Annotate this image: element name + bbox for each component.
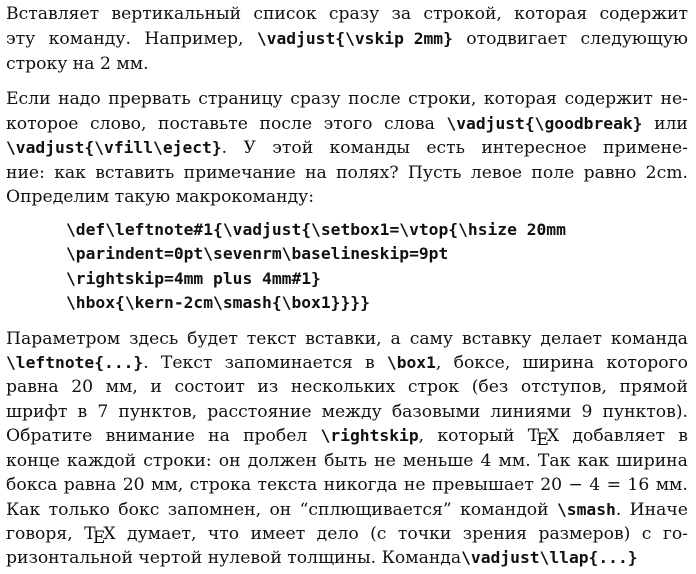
word: мм,	[105, 377, 138, 397]
word: бокса	[6, 475, 58, 495]
word: точки	[397, 524, 452, 544]
word: поставьте	[158, 114, 248, 134]
word: текста	[257, 475, 318, 495]
word: саму	[409, 329, 454, 349]
word: между	[321, 402, 382, 422]
word: строки,	[408, 89, 477, 109]
word: не	[403, 475, 426, 495]
word: базовыми	[391, 402, 481, 422]
word: 7	[97, 402, 109, 422]
word: прямой	[619, 377, 688, 397]
word: конце	[6, 451, 60, 471]
code-with-punct	[6, 352, 149, 374]
code-with-punct	[387, 352, 441, 374]
word: слова	[384, 114, 435, 134]
word: Обратите	[6, 426, 93, 446]
word: равна	[63, 475, 117, 495]
word: которого	[606, 353, 688, 373]
word: расстояние	[207, 402, 312, 422]
word: нескольких	[290, 377, 396, 397]
word: запоминается	[224, 353, 353, 373]
word: левое	[470, 163, 523, 183]
code-line: \hbox{\kern-2cm\smash{\box1}}}}	[66, 293, 370, 312]
word: 4	[589, 475, 601, 495]
word: он	[269, 500, 292, 520]
word: .	[143, 353, 149, 373]
word: ,	[418, 426, 425, 446]
word: должен	[247, 451, 317, 471]
word: только	[48, 500, 110, 520]
word: имеет	[250, 524, 306, 544]
word: на	[208, 426, 230, 446]
word: строки:	[143, 451, 212, 471]
word: следующую	[580, 29, 688, 49]
word: мм.	[655, 475, 688, 495]
word: содержит	[599, 4, 688, 24]
word: есть	[426, 138, 465, 158]
text-line	[6, 474, 688, 496]
text-line	[6, 53, 688, 75]
text-line	[6, 499, 688, 521]
word: 16	[627, 475, 650, 495]
word: слово,	[90, 114, 147, 134]
text-line	[6, 401, 688, 423]
word: 20	[122, 475, 145, 495]
word: содержит	[564, 89, 653, 109]
word: полях?	[336, 163, 399, 183]
word: с	[641, 524, 652, 544]
word: команда	[610, 329, 688, 349]
word: быть	[324, 451, 368, 471]
word: дело	[316, 524, 359, 544]
word: не	[374, 451, 396, 471]
word: Например,	[144, 29, 244, 49]
word: запомнен,	[167, 500, 262, 520]
word: Так	[537, 451, 571, 471]
word: =	[606, 475, 622, 495]
text-line	[6, 328, 688, 350]
word: которое	[6, 114, 79, 134]
word: (без	[471, 377, 509, 397]
word: этого	[323, 114, 373, 134]
word: Параметром	[6, 329, 121, 349]
word: состоит	[174, 377, 245, 397]
word: за	[391, 4, 412, 24]
word: отодвигает	[466, 29, 568, 49]
word: в	[678, 426, 688, 446]
text-line	[6, 523, 688, 548]
word: 9	[581, 402, 593, 422]
code-line: \def\leftnote#1{\vadjust{\setbox1=\vtop{\hsize 20mm	[66, 220, 566, 239]
word: ,	[435, 353, 442, 373]
word: или	[654, 114, 688, 134]
word: страницу	[198, 89, 283, 109]
word: шрифт	[6, 402, 68, 422]
word: командой	[460, 500, 549, 520]
word: вертикальный	[111, 4, 242, 24]
word: Пусть	[407, 163, 462, 183]
word: после	[259, 114, 313, 134]
text-run: Определим такую макрокоманду:	[6, 187, 315, 207]
word: меньше	[402, 451, 474, 471]
word: .	[615, 500, 622, 520]
word: −	[568, 475, 583, 495]
word: (с	[370, 524, 387, 544]
word: превышает	[431, 475, 534, 495]
word: вставки,	[305, 329, 382, 349]
word: ние:	[6, 163, 45, 183]
text-line	[6, 352, 688, 374]
word: Текст	[160, 353, 213, 373]
word: пунктов,	[118, 402, 198, 422]
word: после	[348, 89, 401, 109]
word: Как	[6, 500, 41, 520]
word: никогда	[323, 475, 398, 495]
inline-code: \rightskip	[320, 426, 419, 445]
inline-code: \vadjust{\vskip 2mm}	[256, 29, 453, 48]
text-line	[6, 450, 688, 472]
text-line	[6, 88, 688, 110]
word: здесь	[129, 329, 179, 349]
word: команды	[329, 138, 410, 158]
code-with-punct	[321, 425, 425, 447]
word: сразу	[290, 89, 341, 109]
word: не-	[660, 89, 688, 109]
word: что	[207, 524, 240, 544]
code-with-punct	[557, 499, 621, 521]
text-line	[6, 162, 688, 184]
word: У	[243, 138, 256, 158]
text-line	[6, 376, 688, 398]
inline-code: \vadjust\llap{...}	[461, 548, 638, 567]
word: примене-	[603, 138, 688, 158]
word: отступов,	[520, 377, 607, 397]
code-line: \parindent=0pt\sevenrm\baselineskip=9pt	[66, 244, 449, 263]
text-run: ризонтальной чертой нулевой толщины. Команда	[6, 548, 462, 568]
word: на	[305, 163, 327, 183]
word: размеров)	[538, 524, 631, 544]
word: интересное	[481, 138, 587, 158]
word: 20	[540, 475, 563, 495]
word: список	[253, 4, 317, 24]
word: а	[390, 329, 401, 349]
word: 20	[71, 377, 94, 397]
word: будет	[187, 329, 238, 349]
tex-logo: TEX	[527, 426, 560, 450]
word: в	[77, 402, 88, 422]
inline-code: \leftnote{...}	[6, 353, 144, 372]
text-line	[6, 547, 688, 569]
text-line	[6, 113, 688, 135]
word: ширина	[522, 353, 595, 373]
word: прервать	[108, 89, 191, 109]
word: бокс	[118, 500, 160, 520]
inline-code: \box1	[386, 353, 436, 372]
text-line	[6, 186, 688, 208]
word: вставить	[95, 163, 175, 183]
inline-code: \vadjust{\goodbreak}	[446, 114, 643, 133]
word: .	[221, 138, 228, 158]
word: которая	[514, 4, 588, 24]
word: думает,	[126, 524, 197, 544]
word: примечание	[183, 163, 296, 183]
word: строка	[189, 475, 252, 495]
inline-code: \smash	[557, 500, 616, 519]
word: он	[218, 451, 241, 471]
word: команду.	[48, 29, 131, 49]
text-line	[6, 137, 688, 159]
word: говоря,	[6, 524, 73, 544]
text-line	[6, 28, 688, 50]
code-line: \rightskip=4mm plus 4mm#1}	[66, 269, 321, 288]
word: в	[364, 353, 375, 373]
word: надо	[58, 89, 101, 109]
word: линиями	[490, 402, 572, 422]
word: 4	[480, 451, 492, 471]
text-line	[6, 425, 688, 450]
word: сразу	[328, 4, 380, 24]
word: поле	[531, 163, 575, 183]
word: добавляет	[572, 426, 666, 446]
word: пунктов).	[602, 402, 688, 422]
word: зрения	[462, 524, 528, 544]
word: пробел	[243, 426, 308, 446]
word: Иначе	[629, 500, 688, 520]
word: который	[437, 426, 515, 446]
inline-code: \vadjust{\vfill\eject}	[6, 138, 222, 157]
word: из	[257, 377, 279, 397]
word: эту	[6, 29, 36, 49]
code-with-punct	[6, 137, 227, 159]
word: вставку	[461, 329, 532, 349]
word: 2cm.	[645, 163, 688, 183]
word: ширина	[616, 451, 688, 471]
word: строк	[407, 377, 460, 397]
word: боксе,	[453, 353, 511, 373]
word: текст	[246, 329, 297, 349]
word: каждой	[66, 451, 137, 471]
text-line	[6, 3, 688, 25]
word: и	[150, 377, 162, 397]
word: мм,	[151, 475, 184, 495]
word: Вставляет	[6, 4, 100, 24]
word: внимание	[105, 426, 195, 446]
word: равна	[6, 377, 59, 397]
word: “сплющивается”	[299, 500, 452, 520]
word: мм.	[498, 451, 531, 471]
word: которая	[483, 89, 557, 109]
word: делает	[540, 329, 603, 349]
word: этой	[272, 138, 314, 158]
word: равно	[583, 163, 637, 183]
tex-logo: TEX	[84, 524, 116, 548]
word: Если	[6, 89, 51, 109]
word: го-	[662, 524, 688, 544]
word: строкой,	[423, 4, 502, 24]
word: как	[577, 451, 610, 471]
text-run: строку на 2 мм.	[6, 54, 149, 74]
word: как	[54, 163, 86, 183]
